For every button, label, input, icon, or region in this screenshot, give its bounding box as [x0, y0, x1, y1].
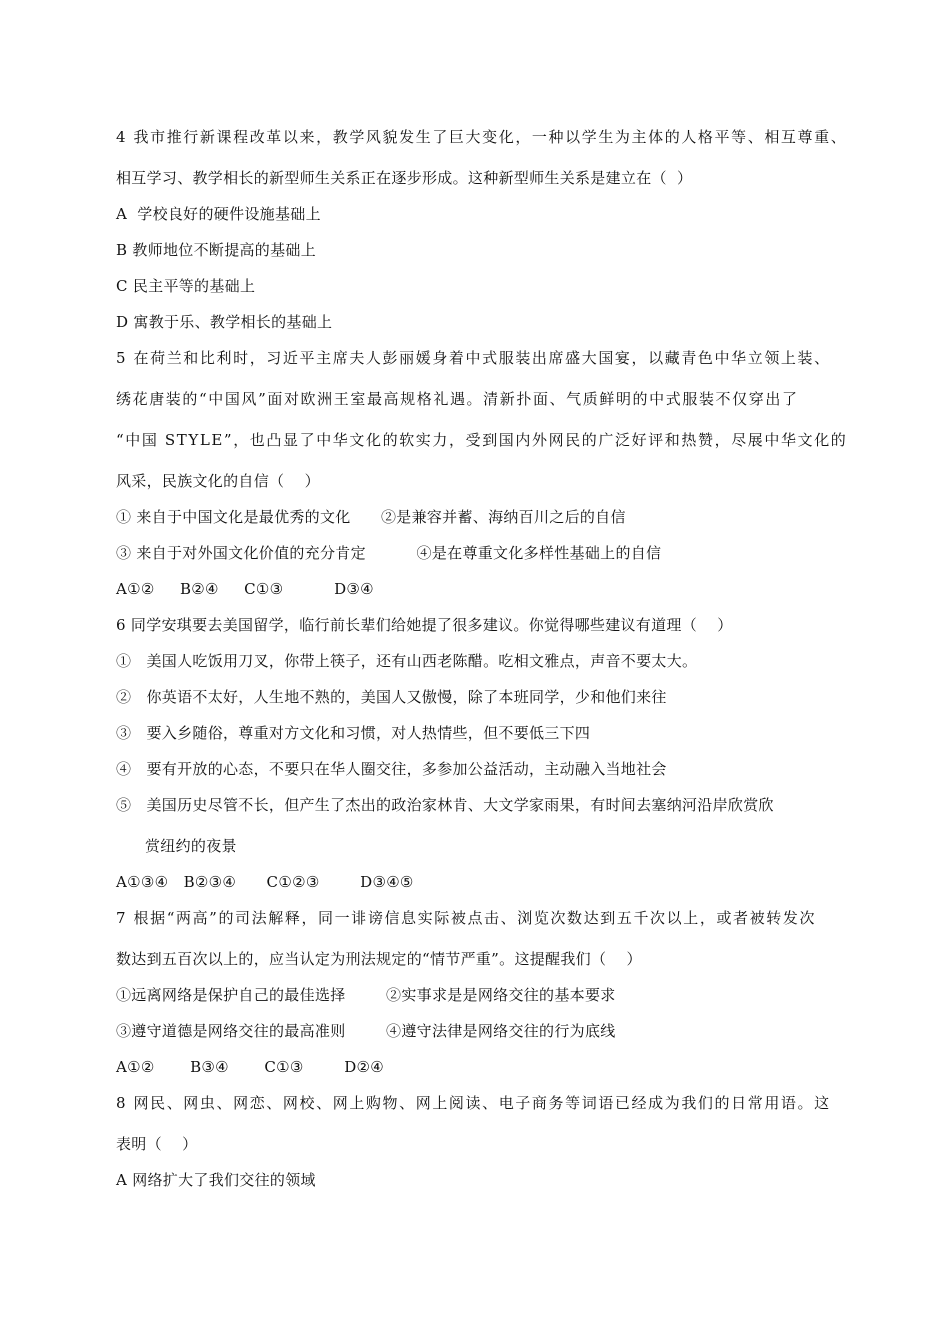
q5-answer-choices: A①② B②④ C①③ D③④ — [116, 580, 374, 598]
q7-stem-line-2: 数达到五百次以上的，应当认定为刑法规定的“情节严重”。这提醒我们（ ） — [116, 950, 642, 968]
q6-statement-3: ③ 要入乡随俗，尊重对方文化和习惯，对人热情些，但不要低三下四 — [116, 724, 591, 742]
q8-stem-line-2: 表明（ ） — [116, 1135, 198, 1153]
q5-statement-1-2: ① 来自于中国文化是最优秀的文化 ②是兼容并蓄、海纳百川之后的自信 — [116, 508, 626, 526]
q5-stem-line-1: 5 在荷兰和比利时，习近平主席夫人彭丽媛身着中式服装出席盛大国宴，以藏青色中华立领上装、 — [116, 349, 831, 367]
q8-option-a: A 网络扩大了我们交往的领域 — [116, 1171, 316, 1189]
q7-answer-choices: A①② B③④ C①③ D②④ — [116, 1058, 385, 1076]
q5-stem-line-4: 风采，民族文化的自信（ ） — [116, 472, 320, 490]
q6-statement-2: ② 你英语不太好，人生地不熟的，美国人又傲慢，除了本班同学，少和他们来往 — [116, 688, 667, 706]
q4-option-d: D 寓教于乐、教学相长的基础上 — [116, 313, 333, 331]
q6-statement-4: ④ 要有开放的心态，不要只在华人圈交往，多参加公益活动，主动融入当地社会 — [116, 760, 667, 778]
q7-statement-3-4: ③遵守道德是网络交往的最高准则 ④遵守法律是网络交往的行为底线 — [116, 1022, 616, 1040]
q7-stem-line-1: 7 根据“两高”的司法解释，同一诽谤信息实际被点击、浏览次数达到五千次以上，或者被转发次 — [116, 909, 817, 927]
q7-statement-1-2: ①远离网络是保护自己的最佳选择 ②实事求是是网络交往的基本要求 — [116, 986, 616, 1004]
q4-option-b: B 教师地位不断提高的基础上 — [116, 241, 316, 259]
q5-statement-3-4: ③ 来自于对外国文化价值的充分肯定 ④是在尊重文化多样性基础上的自信 — [116, 544, 662, 562]
q5-stem-line-3: “中国 STYLE”，也凸显了中华文化的软实力，受到国内外网民的广泛好评和热赞，尽展中华文化的 — [116, 431, 848, 449]
q4-option-c: C 民主平等的基础上 — [116, 277, 256, 295]
q6-stem: 6 同学安琪要去美国留学，临行前长辈们给她提了很多建议。你觉得哪些建议有道理（ ） — [116, 616, 733, 634]
q4-option-a: A 学校良好的硬件设施基础上 — [116, 205, 321, 223]
q6-statement-5-continued: 赏纽约的夜景 — [145, 837, 237, 855]
q6-answer-choices: A①③④ B②③④ C①②③ D③④⑤ — [116, 873, 414, 891]
q6-statement-5: ⑤ 美国历史尽管不长，但产生了杰出的政治家林肯、大文学家雨果，有时间去塞纳河沿岸欣赏欣 — [116, 796, 774, 814]
q8-stem-line-1: 8 网民、网虫、网恋、网校、网上购物、网上阅读、电子商务等词语已经成为我们的日常用语。这 — [116, 1094, 831, 1112]
q5-stem-line-2: 绣花唐装的“中国风”面对欧洲王室最高规格礼遇。清新扑面、气质鲜明的中式服装不仅穿出了 — [116, 390, 799, 408]
q6-statement-1: ① 美国人吃饭用刀叉，你带上筷子，还有山西老陈醋。吃相文雅点，声音不要太大。 — [116, 652, 698, 670]
q4-stem-line-2: 相互学习、教学相长的新型师生关系正在逐步形成。这种新型师生关系是建立在（ ） — [116, 169, 693, 187]
q4-stem-line-1: 4 我市推行新课程改革以来，教学风貌发生了巨大变化，一种以学生为主体的人格平等、相互尊重、 — [116, 128, 848, 146]
